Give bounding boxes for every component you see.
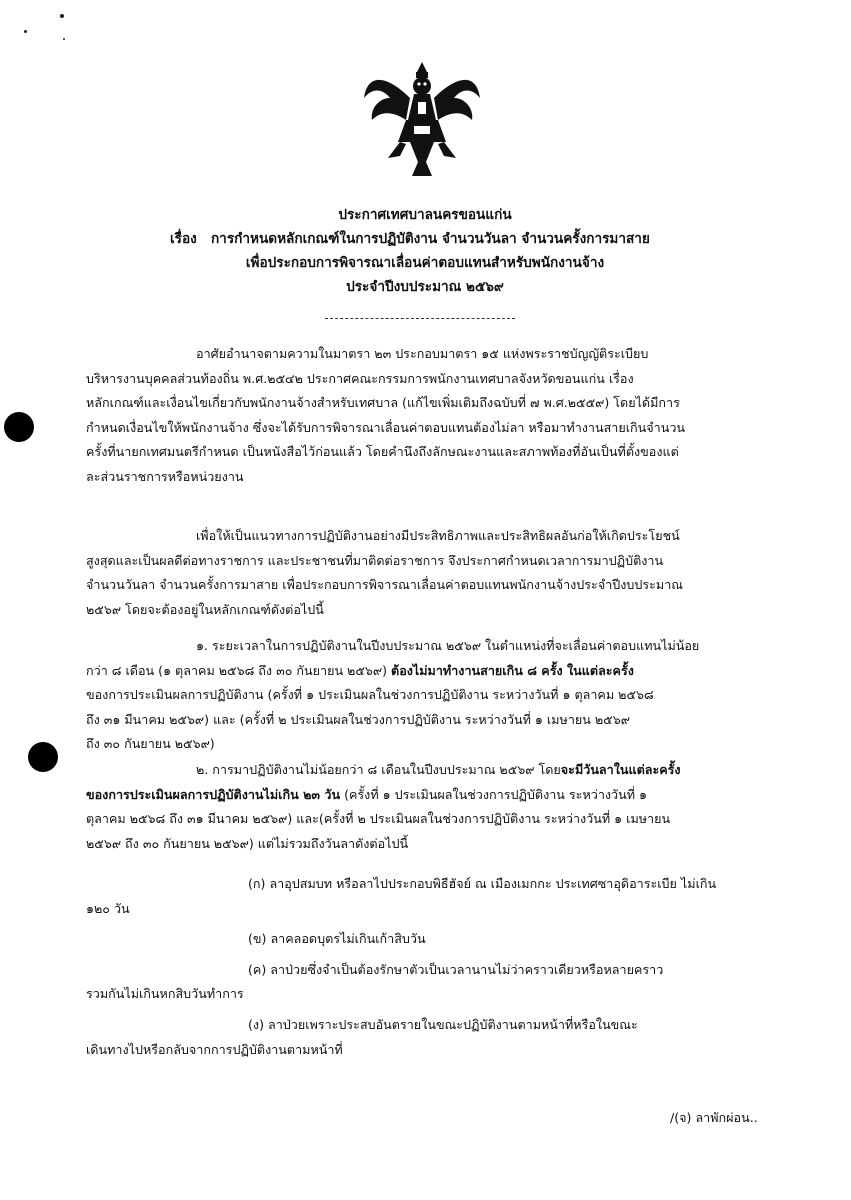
text-line: ๒๕๖๙ ถึง ๓๐ กันยายน ๒๕๖๙) แต่ไม่รวมถึงวันลาดังต่อไปนี้	[86, 835, 409, 851]
text-line: ๒๕๖๙ โดยจะต้องอยู่ในหลักเกณฑ์ดังต่อไปนี้	[86, 601, 324, 617]
text-line: กำหนดเงื่อนไขให้พนักงานจ้าง ซึ่งจะได้รับการพิจารณาเลื่อนค่าตอบแทนต้องไม่ลา หรือมาทำงานสายเกินจำนวน	[86, 419, 686, 435]
header-divider	[325, 318, 515, 319]
list-item: (ข) ลาคลอดบุตรไม่เกินเก้าสิบวัน	[248, 931, 426, 947]
list-item: (ง) ลาป่วยเพราะประสบอันตรายในขณะปฏิบัติงานตามหน้าที่หรือในขณะ	[248, 1016, 638, 1032]
garuda-emblem-icon	[360, 58, 484, 180]
text-line: เพื่อให้เป็นแนวทางการปฏิบัติงานอย่างมีประสิทธิภาพและประสิทธิผลอันก่อให้เกิดประโยชน์	[196, 528, 680, 543]
criterion-1	[86, 634, 768, 757]
criterion-2	[86, 758, 768, 856]
text-line: บริหารงานบุคคลส่วนท้องถิ่น พ.ศ.๒๕๔๒ ประกาศคณะกรรมการพนักงานเทศบาลจังหวัดขอนแก่น เรื่อง	[86, 370, 634, 386]
paragraph-authority	[86, 342, 768, 490]
late-limit-text: ต้องไม่มาทำงานสายเกิน ๘ ครั้ง	[391, 662, 563, 678]
continuation-note: /(จ) ลาพักผ่อน..	[670, 1110, 758, 1125]
text-line: กว่า ๘ เดือน (๑ ตุลาคม ๒๕๖๘ ถึง ๓๐ กันยายน ๒๕๖๙) ต้องไม่มาทำงานสายเกิน ๘ ครั้ง ในแต่ละครั้ง	[86, 662, 634, 678]
list-item-cont: ๑๒๐ วัน	[86, 900, 130, 916]
list-item-cont: เดินทางไปหรือกลับจากการปฏิบัติงานตามหน้าที่	[86, 1041, 343, 1057]
subject-text: การกำหนดหลักเกณฑ์ในการปฏิบัติงาน จำนวนวันลา จำนวนครั้งการมาสาย	[210, 231, 650, 247]
text-line: ถึง ๓๑ มีนาคม ๒๕๖๙) และ (ครั้งที่ ๒ ประเมินผลในช่วงการปฏิบัติงาน ระหว่างวันที่ ๑ เมษายน ๒๕๖๙	[86, 711, 630, 727]
text-line: อาศัยอำนาจตามความในมาตรา ๒๓ ประกอบมาตรา ๑๕ แห่งพระราชบัญญัติระเบียบ	[196, 346, 649, 361]
leave-limit-text: จะมีวันลาในแต่ละครั้ง	[560, 762, 681, 777]
text-line: ๑. ระยะเวลาในการปฏิบัติงานในปีงบประมาณ ๒๕๖๙ ในตำแหน่งที่จะเลื่อนค่าตอบแทนไม่น้อย	[196, 638, 700, 653]
text-line: ของการประเมินผลการปฏิบัติงานไม่เกิน ๒๓ วัน (ครั้งที่ ๑ ประเมินผลในช่วงการปฏิบัติงาน ระหว่างวันที่ ๑	[86, 786, 648, 802]
fiscal-year-line: ประจำปีงบประมาณ ๒๕๖๙	[346, 279, 504, 295]
text-line: ละส่วนราชการหรือหน่วยงาน	[86, 468, 244, 484]
scan-speck	[60, 14, 64, 18]
punch-hole	[4, 412, 34, 442]
text-line: ตุลาคม ๒๕๖๘ ถึง ๓๑ มีนาคม ๒๕๖๙) และ(ครั้งที่ ๒ ประเมินผลในช่วงการปฏิบัติงาน ระหว่างวันที่ ๑ เมษายน	[86, 811, 671, 827]
punch-hole	[28, 742, 58, 772]
paragraph-purpose	[86, 524, 768, 622]
scan-speck	[63, 38, 65, 40]
text-line: สูงสุดและเป็นผลดีต่อทางราชการ และประชาชนที่มาติดต่อราชการ จึงประกาศกำหนดเวลาการมาปฏิบัติงาน	[86, 552, 664, 568]
subject-line-2: เพื่อประกอบการพิจารณาเลื่อนค่าตอบแทนสำหรับพนักงานจ้าง	[245, 255, 605, 271]
text-line: หลักเกณฑ์และเงื่อนไขเกี่ยวกับพนักงานจ้างสำหรับเทศบาล (แก้ไขเพิ่มเติมถึงฉบับที่ ๗ พ.ศ.๒๕๕๙) โดยได้มีการ	[86, 395, 680, 411]
subject-label: เรื่อง	[170, 231, 197, 247]
list-item: (ค) ลาป่วยซึ่งจำเป็นต้องรักษาตัวเป็นเวลานานไม่ว่าคราวเดียวหรือหลายคราว	[248, 961, 664, 977]
list-item: (ก) ลาอุปสมบท หรือลาไปประกอบพิธีฮัจย์ ณ เมืองเมกกะ ประเทศซาอุดิอาระเบีย ไม่เกิน	[248, 876, 717, 891]
list-item-cont: รวมกันไม่เกินหกสิบวันทำการ	[86, 986, 244, 1002]
scan-speck	[24, 30, 27, 33]
text-line: ของการประเมินผลการปฏิบัติงาน (ครั้งที่ ๑ ประเมินผลในช่วงการปฏิบัติงาน ระหว่างวันที่ ๑ ตุลาคม ๒๕๖๘	[86, 687, 654, 703]
text-line: ครั้งที่นายกเทศมนตรีกำหนด เป็นหนังสือไว้ก่อนแล้ว โดยคำนึงถึงลักษณะงานและสภาพท้องที่อันเป็นที่ตั้งของแต่	[86, 444, 679, 460]
subject-line	[170, 228, 730, 251]
exempt-leave-list	[86, 872, 768, 1062]
text-line: จำนวนวันลา จำนวนครั้งการมาสาย เพื่อประกอบการพิจารณาเลื่อนค่าตอบแทนพนักงานจ้างประจำปีงบประมาณ	[86, 577, 683, 593]
text-line: ถึง ๓๐ กันยายน ๒๕๖๙)	[86, 736, 215, 752]
announcement-title: ประกาศเทศบาลนครขอนแก่น	[338, 207, 512, 223]
text-line: ๒. การมาปฏิบัติงานไม่น้อยกว่า ๘ เดือนในปีงบประมาณ ๒๕๖๙ โดยจะมีวันลาในแต่ละครั้ง	[196, 762, 681, 777]
